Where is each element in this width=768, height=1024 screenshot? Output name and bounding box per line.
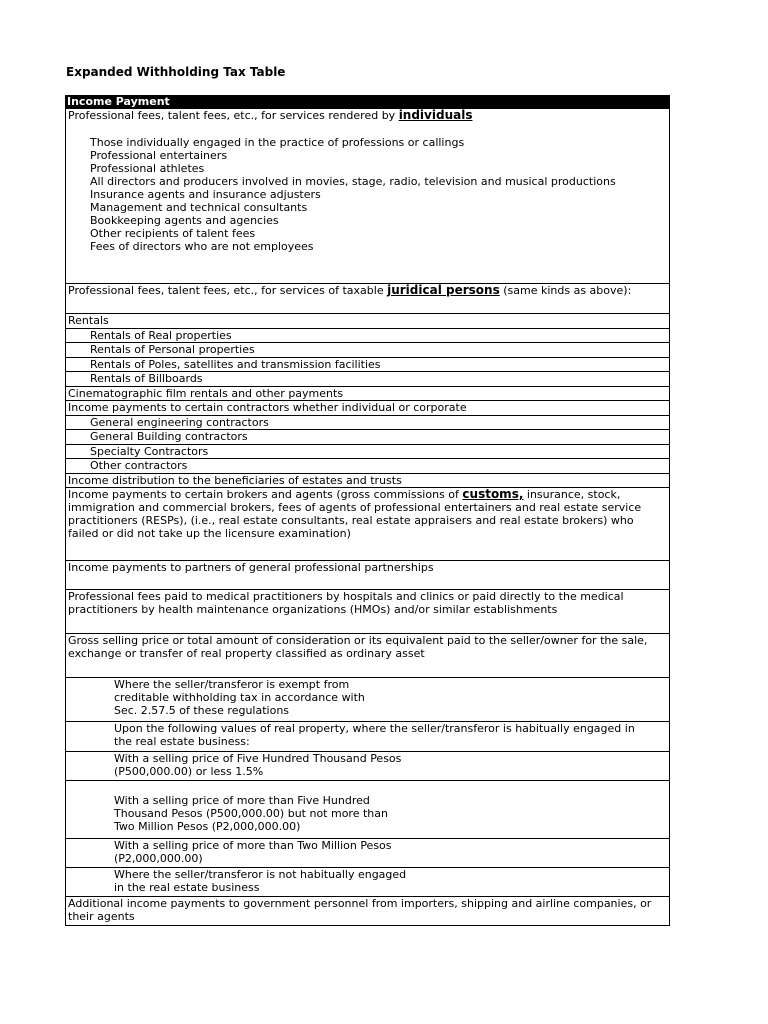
table-row-estates: Income distribution to the beneficiaries of estates and trusts xyxy=(65,474,670,489)
table-row-habitual-seller: Upon the following values of real property, where the seller/transferor is habitually engaged in the real estate business: xyxy=(65,722,670,752)
table-row-rentals: Rentals xyxy=(65,314,670,329)
table-row-price-mid: With a selling price of more than Five Hundred Thousand Pesos (P500,000.00) but not more than Two Million Pesos (P2,000,000.00) xyxy=(65,781,670,839)
table-row-price-low: With a selling price of Five Hundred Thousand Pesos (P500,000.00) or less 1.5% xyxy=(65,752,670,781)
table-row-contractor-other: Other contractors xyxy=(65,459,670,474)
table-row-price-high: With a selling price of more than Two Million Pesos (P2,000,000.00) xyxy=(65,839,670,868)
table-row-not-habitual: Where the seller/transferor is not habitually engaged in the real estate business xyxy=(65,868,670,897)
withholding-tax-table xyxy=(65,95,670,926)
table-row-medical: Professional fees paid to medical practitioners by hospitals and clinics or paid directly to the medical practitioners by health maintenance organizations (HMOs) and/or similar establishments xyxy=(65,590,670,634)
table-row-government-personnel: Additional income payments to government personnel from importers, shipping and airline companies, or their agents xyxy=(65,897,670,926)
row-text: Professional fees, talent fees, etc., for services rendered by individuals xyxy=(68,109,473,122)
table-row-contractors: Income payments to certain contractors whether individual or corporate xyxy=(65,401,670,416)
emphasis-customs: customs, xyxy=(462,488,524,501)
table-row-individuals xyxy=(65,109,670,284)
table-row-rental-real: Rentals of Real properties xyxy=(65,329,670,344)
table-row-contractor-specialty: Specialty Contractors xyxy=(65,445,670,460)
table-row-brokers xyxy=(65,488,670,561)
list-item: Insurance agents and insurance adjusters xyxy=(90,188,321,201)
list-item: Bookkeeping agents and agencies xyxy=(90,214,279,227)
list-item: Fees of directors who are not employees xyxy=(90,240,314,253)
list-item: Management and technical consultants xyxy=(90,201,308,214)
list-item: All directors and producers involved in movies, stage, radio, television and musical productions xyxy=(90,175,616,188)
table-row-rental-billboards: Rentals of Billboards xyxy=(65,372,670,387)
list-item: Those individually engaged in the practice of professions or callings xyxy=(90,136,465,149)
row-text: Income payments to certain brokers and agents (gross commissions of customs, insurance, stock, immigration and commercial brokers, fees of agents of professional entertainers and real estate service practitioners (RESPs), (i.e., real estate consultants, real estate appraisers and real estate brokers) who failed or did not take up the licensure examination) xyxy=(68,488,642,540)
table-row-cinematographic: Cinematographic film rentals and other payments xyxy=(65,387,670,402)
emphasis-juridical-persons: juridical persons xyxy=(387,284,500,297)
table-row-exempt-seller: Where the seller/transferor is exempt from creditable withholding tax in accordance with Sec. 2.57.5 of these regulations xyxy=(65,678,670,722)
table-row-rental-poles: Rentals of Poles, satellites and transmission facilities xyxy=(65,358,670,373)
table-row-real-property: Gross selling price or total amount of consideration or its equivalent paid to the seller/owner for the sale, exchange or transfer of real property classified as ordinary asset xyxy=(65,634,670,678)
document-title: Expanded Withholding Tax Table xyxy=(66,65,286,79)
emphasis-individuals: individuals xyxy=(398,109,473,122)
row-text: Professional fees, talent fees, etc., for services of taxable juridical persons (same kinds as above): xyxy=(68,284,632,297)
list-item: Other recipients of talent fees xyxy=(90,227,256,240)
table-row-partners: Income payments to partners of general professional partnerships xyxy=(65,561,670,590)
table-row-contractor-engineering: General engineering contractors xyxy=(65,416,670,431)
column-header-income-payment: Income Payment xyxy=(65,95,670,109)
list-item: Professional entertainers xyxy=(90,149,228,162)
individuals-list xyxy=(68,136,667,253)
table-row-juridical-persons xyxy=(65,284,670,314)
table-row-rental-personal: Rentals of Personal properties xyxy=(65,343,670,358)
list-item: Professional athletes xyxy=(90,162,205,175)
table-row-contractor-building: General Building contractors xyxy=(65,430,670,445)
